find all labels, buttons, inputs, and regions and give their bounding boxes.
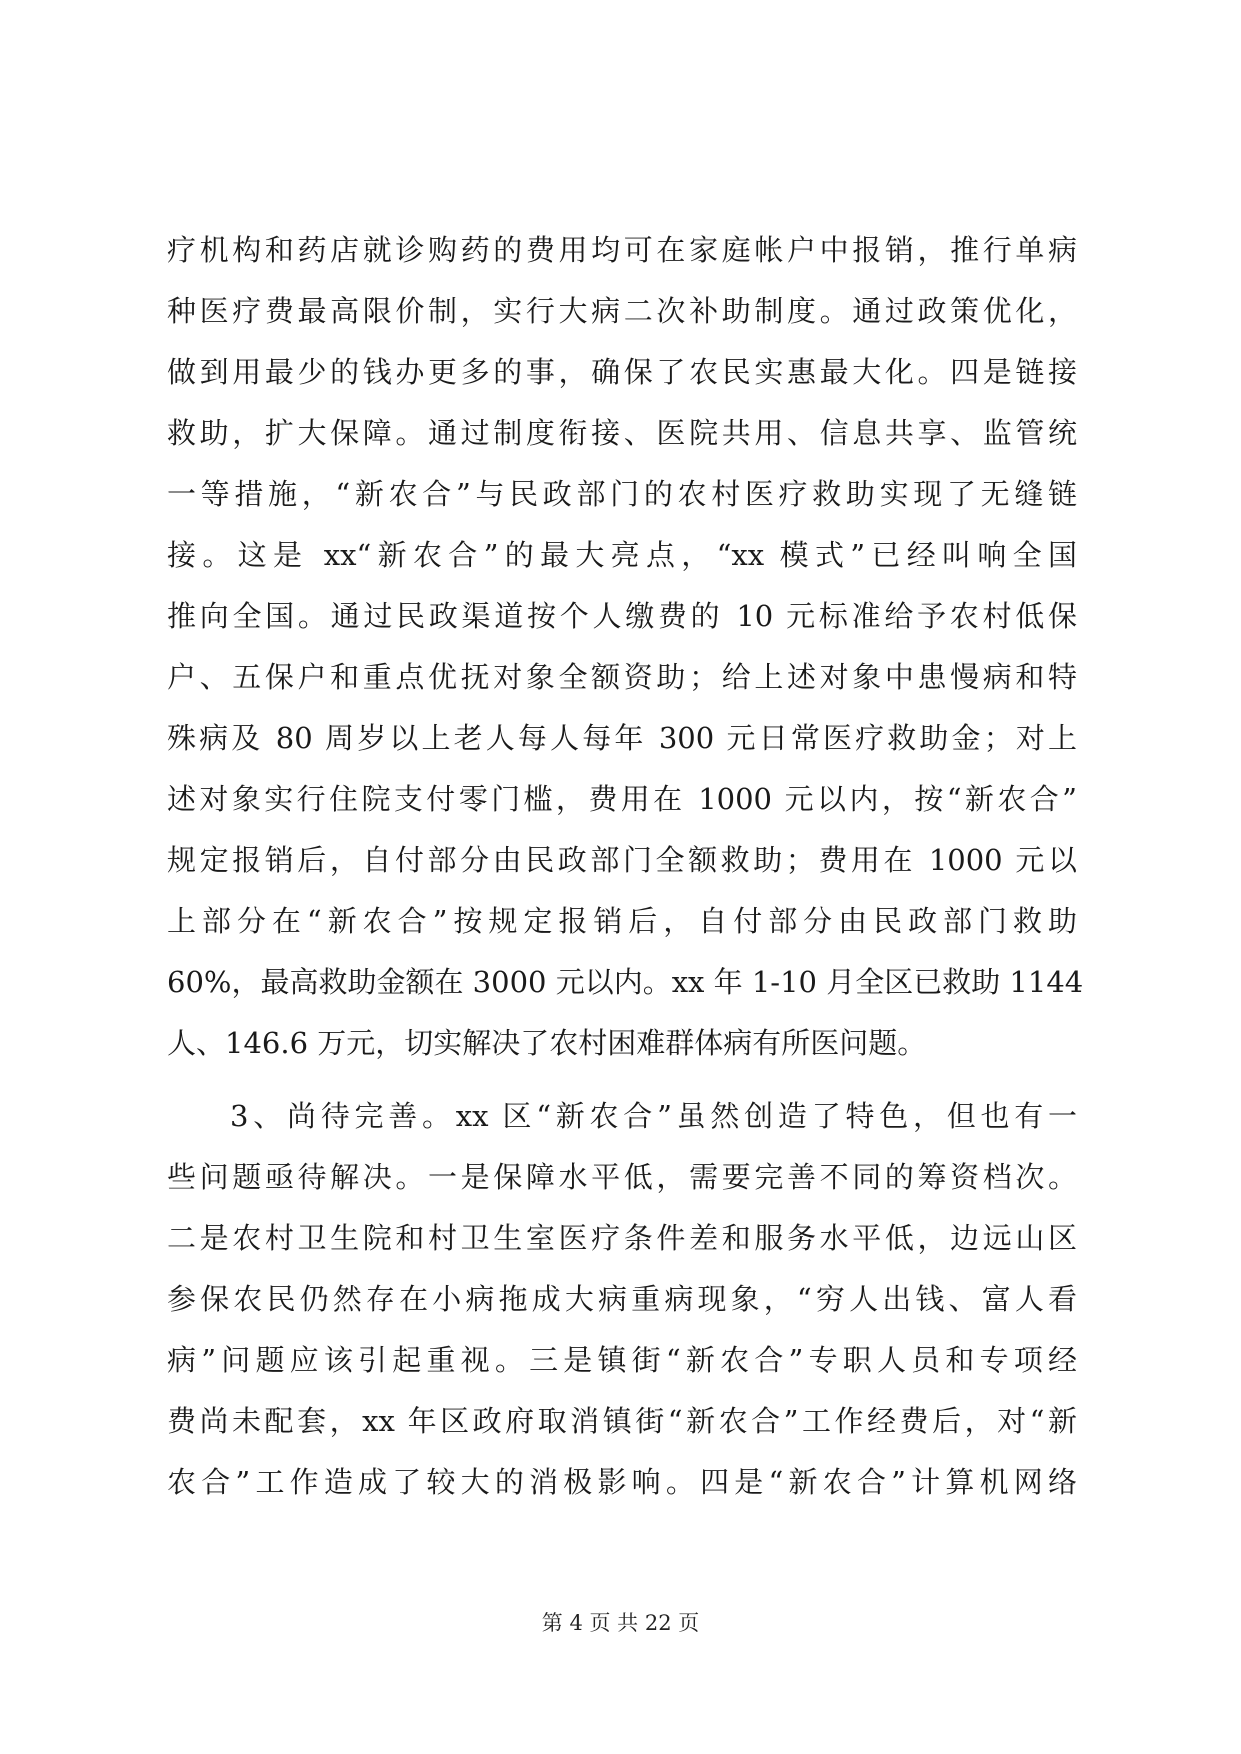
- text-line: 殊病及 80 周岁以上老人每人每年 300 元日常医疗救助金；对上: [167, 721, 1077, 755]
- text-line: 农合”工作造成了较大的消极影响。四是“新农合”计算机网络: [167, 1465, 1077, 1499]
- text-line: 人、146.6 万元，切实解决了农村困难群体病有所医问题。: [167, 1026, 927, 1060]
- text-line: 规定报销后，自付部分由民政部门全额救助；费用在 1000 元以: [167, 843, 1077, 877]
- text-line: 60%，最高救助金额在 3000 元以内。xx 年 1-10 月全区已救助 1144: [167, 965, 1084, 999]
- text-line: 病”问题应该引起重视。三是镇街“新农合”专职人员和专项经: [167, 1343, 1077, 1377]
- text-line: 上部分在“新农合”按规定报销后，自付部分由民政部门救助: [167, 904, 1077, 938]
- text-line: 做到用最少的钱办更多的事，确保了农民实惠最大化。四是链接: [167, 355, 1077, 389]
- text-line: 种医疗费最高限价制，实行大病二次补助制度。通过政策优化，: [167, 294, 1077, 328]
- page-number-footer: 第 4 页 共 22 页: [541, 1611, 700, 1635]
- text-line: 述对象实行住院支付零门槛，费用在 1000 元以内，按“新农合”: [167, 782, 1077, 816]
- text-line: 救助，扩大保障。通过制度衔接、医院共用、信息共享、监管统: [167, 416, 1077, 450]
- text-line: 费尚未配套，xx 年区政府取消镇街“新农合”工作经费后，对“新: [167, 1404, 1077, 1438]
- text-line: 一等措施，“新农合”与民政部门的农村医疗救助实现了无缝链: [167, 477, 1077, 511]
- paragraph-first-line: 3、尚待完善。xx 区“新农合”虽然创造了特色，但也有一: [230, 1099, 1078, 1133]
- text-line: 接。这是 xx“新农合”的最大亮点，“xx 模式”已经叫响全国: [167, 538, 1077, 572]
- text-line: 参保农民仍然存在小病拖成大病重病现象，“穷人出钱、富人看: [167, 1282, 1077, 1316]
- text-line: 二是农村卫生院和村卫生室医疗条件差和服务水平低，边远山区: [167, 1221, 1077, 1255]
- text-line: 疗机构和药店就诊购药的费用均可在家庭帐户中报销，推行单病: [167, 233, 1077, 267]
- text-line: 推向全国。通过民政渠道按个人缴费的 10 元标准给予农村低保: [167, 599, 1077, 633]
- text-line: 些问题亟待解决。一是保障水平低，需要完善不同的筹资档次。: [167, 1160, 1077, 1194]
- text-line: 户、五保户和重点优抚对象全额资助；给上述对象中患慢病和特: [167, 660, 1077, 694]
